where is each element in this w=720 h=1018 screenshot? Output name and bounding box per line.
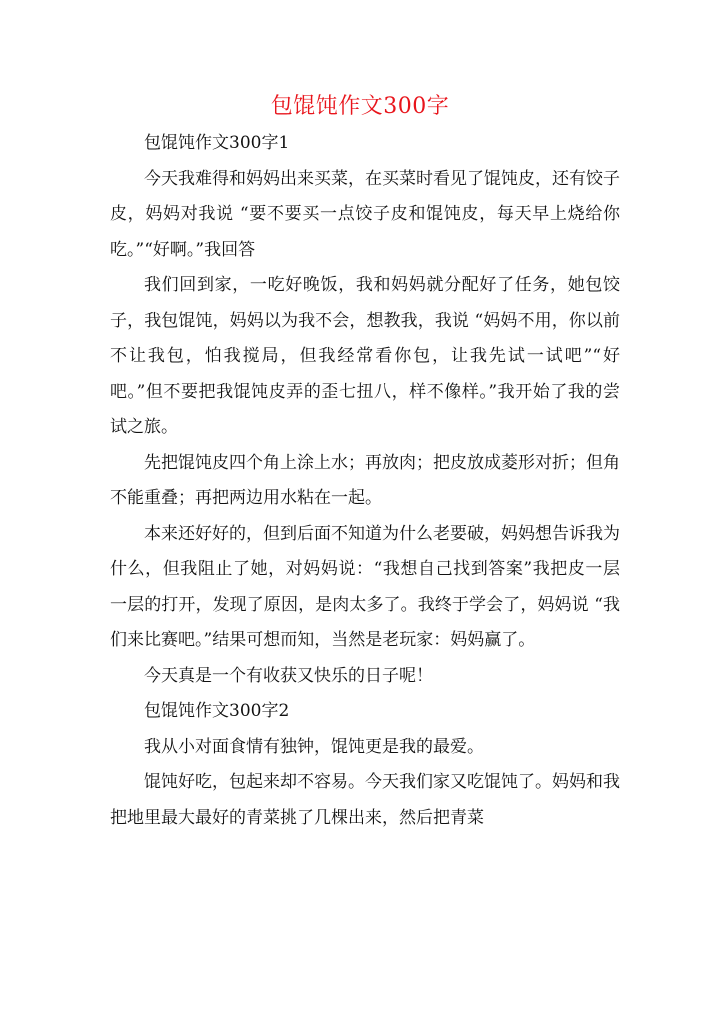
document-body [110, 126, 620, 836]
paragraph: 先把馄饨皮四个角上涂上水；再放肉；把皮放成菱形对折；但角不能重叠；再把两边用水粘在一起。 [110, 452, 620, 508]
document-title: 包馄饨作文300字 [270, 94, 450, 119]
paragraph: 我从小对面食情有独钟，馄饨更是我的最爱。 [144, 736, 484, 757]
paragraph: 馄饨好吃，包起来却不容易。今天我们家又吃馄饨了。妈妈和我把地里最大最好的青菜挑了几棵出来，然后把青菜 [110, 772, 620, 828]
paragraph: 我们回到家，一吃好晚饭，我和妈妈就分配好了任务，她包饺子，我包馄饨，妈妈以为我不会，想教我，我说 “妈妈不用，你以前不让我包，怕我搅局，但我经常看你包，让我先试一试吧”“好吧。”但不要把我馄饨皮弄的歪七扭八，样不像样。”我开始了我的尝试之旅。 [110, 275, 620, 437]
paragraph: 今天我难得和妈妈出来买菜，在买菜时看见了馄饨皮，还有饺子皮，妈妈对我说 “要不要买一点饺子皮和馄饨皮，每天早上烧给你吃。”“好啊。”我回答 [110, 168, 620, 260]
paragraph: 今天真是一个有收获又快乐的日子呢！ [144, 665, 433, 686]
paragraph: 本来还好好的，但到后面不知道为什么老要破，妈妈想告诉我为什么，但我阻止了她，对妈妈说：“我想自己找到答案”我把皮一层一层的打开，发现了原因，是肉太多了。我终于学会了，妈妈说 “我们来比赛吧。”结果可想而知，当然是老玩家：妈妈赢了。 [110, 523, 620, 650]
section-heading-1: 包馄饨作文300字1 [144, 133, 290, 153]
section-heading-2: 包馄饨作文300字2 [144, 701, 290, 721]
